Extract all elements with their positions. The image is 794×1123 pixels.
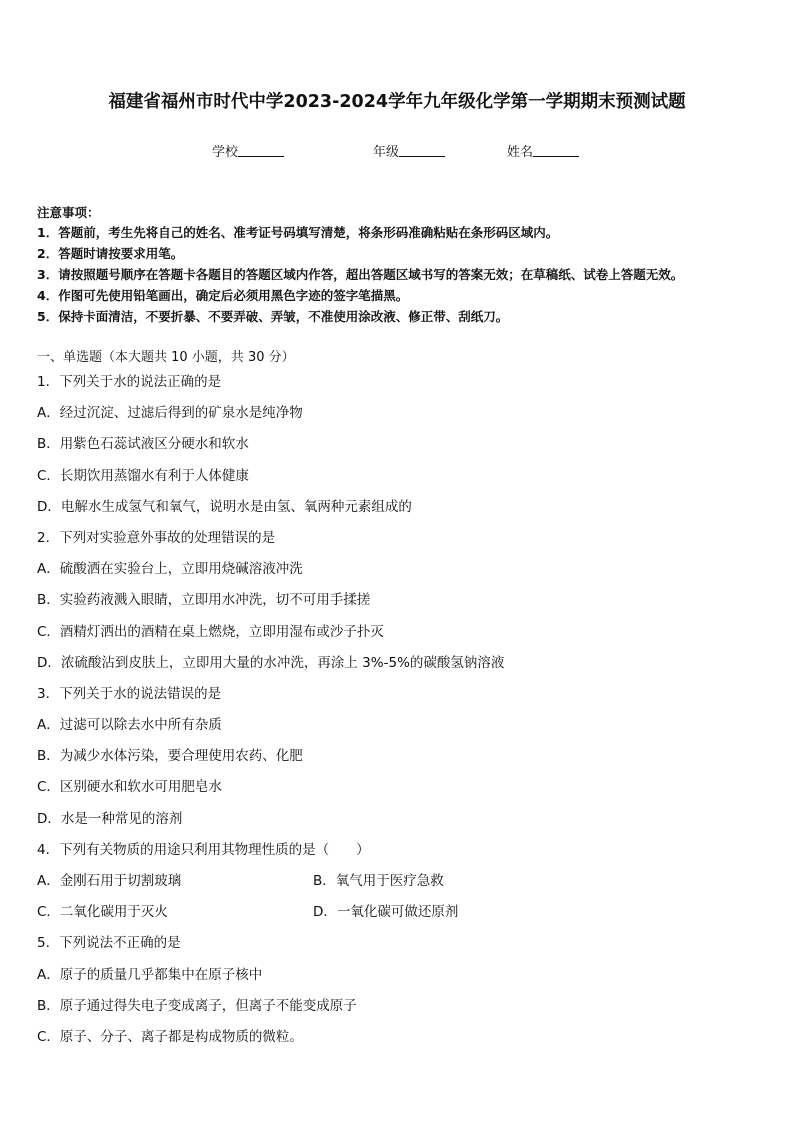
option-d: D．浓硫酸沾到皮肤上，立即用大量的水冲洗，再涂上 3%-5%的碳酸氢钠溶液 bbox=[37, 654, 505, 671]
name-blank[interactable] bbox=[533, 144, 579, 157]
question-stem: 4．下列有关物质的用途只利用其物理性质的是（ ） bbox=[37, 841, 370, 858]
student-info-fields bbox=[0, 141, 794, 161]
grade-blank[interactable] bbox=[399, 144, 445, 157]
option-c: C．长期饮用蒸馏水有利于人体健康 bbox=[37, 467, 249, 484]
option-b: B．用紫色石蕊试液区分硬水和软水 bbox=[37, 436, 249, 453]
option-d: D．一氧化碳可做还原剂 bbox=[313, 904, 459, 921]
school-blank[interactable] bbox=[238, 144, 284, 157]
exam-title: 福建省福州市时代中学2023-2024学年九年级化学第一学期期末预测试题 bbox=[108, 92, 686, 112]
option-b: B．氧气用于医疗急救 bbox=[313, 873, 444, 889]
notice-heading: 注意事项： bbox=[37, 205, 100, 220]
option-a: A．经过沉淀、过滤后得到的矿泉水是纯净物 bbox=[37, 405, 303, 422]
name-field[interactable] bbox=[507, 141, 579, 160]
option-c: C．二氧化碳用于灭火 bbox=[37, 904, 168, 921]
option-b: B．为减少水体污染，要合理使用农药、化肥 bbox=[37, 748, 303, 765]
option-c: C．酒精灯洒出的酒精在桌上燃烧，立即用湿布或沙子扑灭 bbox=[37, 623, 384, 640]
grade-field[interactable] bbox=[373, 141, 445, 160]
grade-label: 年级 bbox=[373, 145, 400, 160]
question-stem: 1．下列关于水的说法正确的是 bbox=[37, 374, 222, 390]
notice-item: 4．作图可先使用铅笔画出，确定后必须用黑色字迹的签字笔描黑。 bbox=[37, 288, 409, 303]
question-stem: 5．下列说法不正确的是 bbox=[37, 935, 181, 952]
name-label: 姓名 bbox=[507, 145, 534, 160]
option-c: C．原子、分子、离子都是构成物质的微粒。 bbox=[37, 1028, 303, 1045]
option-c: C．区别硬水和软水可用肥皂水 bbox=[37, 779, 222, 796]
option-row bbox=[37, 900, 777, 931]
school-field[interactable] bbox=[212, 141, 284, 160]
notice-item: 2．答题时请按要求用笔。 bbox=[37, 246, 184, 261]
option-d: D．电解水生成氢气和氧气，说明水是由氢、氧两种元素组成的 bbox=[37, 498, 412, 515]
option-a: A．金刚石用于切割玻璃 bbox=[37, 873, 182, 889]
option-b: B．原子通过得失电子变成离子，但离子不能变成原子 bbox=[37, 997, 357, 1014]
option-d: D．水是一种常见的溶剂 bbox=[37, 810, 183, 827]
option-a: A．原子的质量几乎都集中在原子核中 bbox=[37, 966, 263, 983]
option-a: A．硫酸洒在实验台上，立即用烧碱溶液冲洗 bbox=[37, 561, 303, 578]
question-stem: 2．下列对实验意外事故的处理错误的是 bbox=[37, 529, 276, 546]
question-stem: 3．下列关于水的说法错误的是 bbox=[37, 685, 222, 702]
question-list bbox=[37, 370, 777, 1056]
school-label: 学校 bbox=[212, 145, 239, 160]
option-row bbox=[37, 869, 777, 900]
notice-item: 5．保持卡面清洁，不要折暴、不要弄破、弄皱，不准使用涂改液、修正带、刮纸刀。 bbox=[37, 309, 509, 324]
notice-item: 1．答题前，考生先将自己的姓名、准考证号码填写清楚，将条形码准确粘贴在条形码区域内。 bbox=[37, 225, 559, 240]
option-b: B．实验药液溅入眼睛，立即用水冲洗，切不可用手揉搓 bbox=[37, 592, 371, 609]
option-a: A．过滤可以除去水中所有杂质 bbox=[37, 717, 222, 734]
notice-item: 3．请按照题号顺序在答题卡各题目的答题区域内作答，超出答题区域书写的答案无效；在草稿纸、试卷上答题无效。 bbox=[37, 267, 684, 282]
notice-list bbox=[37, 222, 683, 327]
section-heading: 一、单选题（本大题共 10 小题，共 30 分） bbox=[37, 350, 295, 365]
